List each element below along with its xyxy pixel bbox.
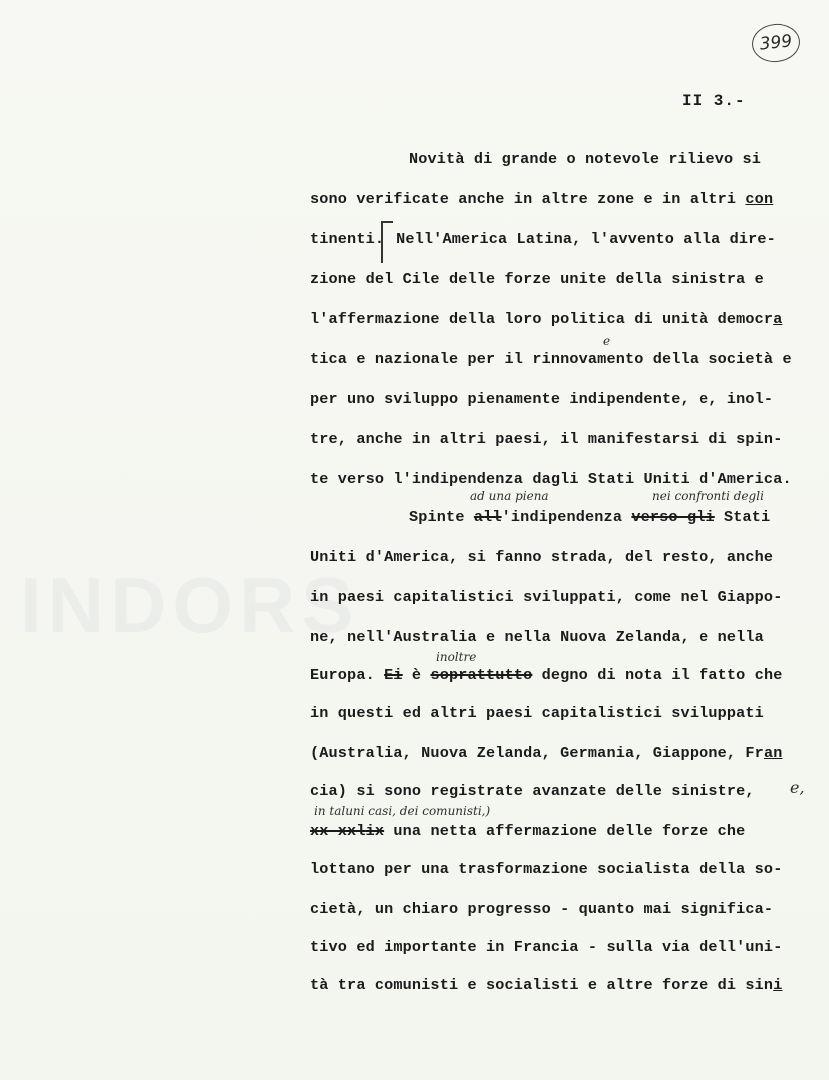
text-line: in paesi capitalistici sviluppati, come nel Giappo- <box>310 588 783 606</box>
text-line: tica e nazionale per il rinnovamento della società e <box>310 350 792 368</box>
archive-stamp: 399 <box>750 22 802 65</box>
text-line: cia) si sono registrate avanzate delle sinistre, <box>310 782 755 800</box>
text-line: Novità di grande o notevole rilievo si <box>409 150 762 168</box>
handwritten-correction: e <box>603 334 611 348</box>
text-line: Europa. Ei è soprattutto degno di nota il fatto che <box>310 666 783 684</box>
handwritten-insertion: in taluni casi, dei comunisti,) <box>314 804 491 818</box>
text-line: per uno sviluppo pienamente indipendente, e, inol- <box>310 390 774 408</box>
text-line: tà tra comunisti e socialisti e altre forze di sini <box>310 976 783 994</box>
background-watermark: INDORS <box>20 561 360 649</box>
text-line: te verso l'indipendenza dagli Stati Uniti d'America. <box>310 470 792 488</box>
text-line: in questi ed altri paesi capitalistici sviluppati <box>310 704 764 722</box>
text-line: lottano per una trasformazione socialista della so- <box>310 860 783 878</box>
handwritten-insertion: inoltre <box>436 650 477 664</box>
text-line: (Australia, Nuova Zelanda, Germania, Giappone, Fran <box>310 744 783 762</box>
text-line: ne, nell'Australia e nella Nuova Zelanda, e nella <box>310 628 764 646</box>
text-line: tinenti. Nell'America Latina, l'avvento alla dire- <box>310 230 776 248</box>
text-line: zione del Cile delle forze unite della sinistra e <box>310 270 764 288</box>
text-line: Spinte all'indipendenza verso gli Stati <box>409 508 771 526</box>
text-line: tivo ed importante in Francia - sulla via dell'uni- <box>310 938 783 956</box>
handwritten-insertion: nei confronti degli <box>652 489 764 503</box>
text-line: l'affermazione della loro politica di unità democra <box>310 310 783 328</box>
text-line: xx xxlix una netta affermazione delle forze che <box>310 822 746 840</box>
text-line: tre, anche in altri paesi, il manifestarsi di spin- <box>310 430 783 448</box>
text-line: sono verificate anche in altre zone e in altri con <box>310 190 774 208</box>
page-number: II 3.- <box>682 92 746 110</box>
handwritten-insertion: e, <box>790 778 805 797</box>
handwritten-insertion: ad una piena <box>470 489 549 503</box>
text-line: cietà, un chiaro progresso - quanto mai significa- <box>310 900 774 918</box>
text-line: Uniti d'America, si fanno strada, del resto, anche <box>310 548 774 566</box>
